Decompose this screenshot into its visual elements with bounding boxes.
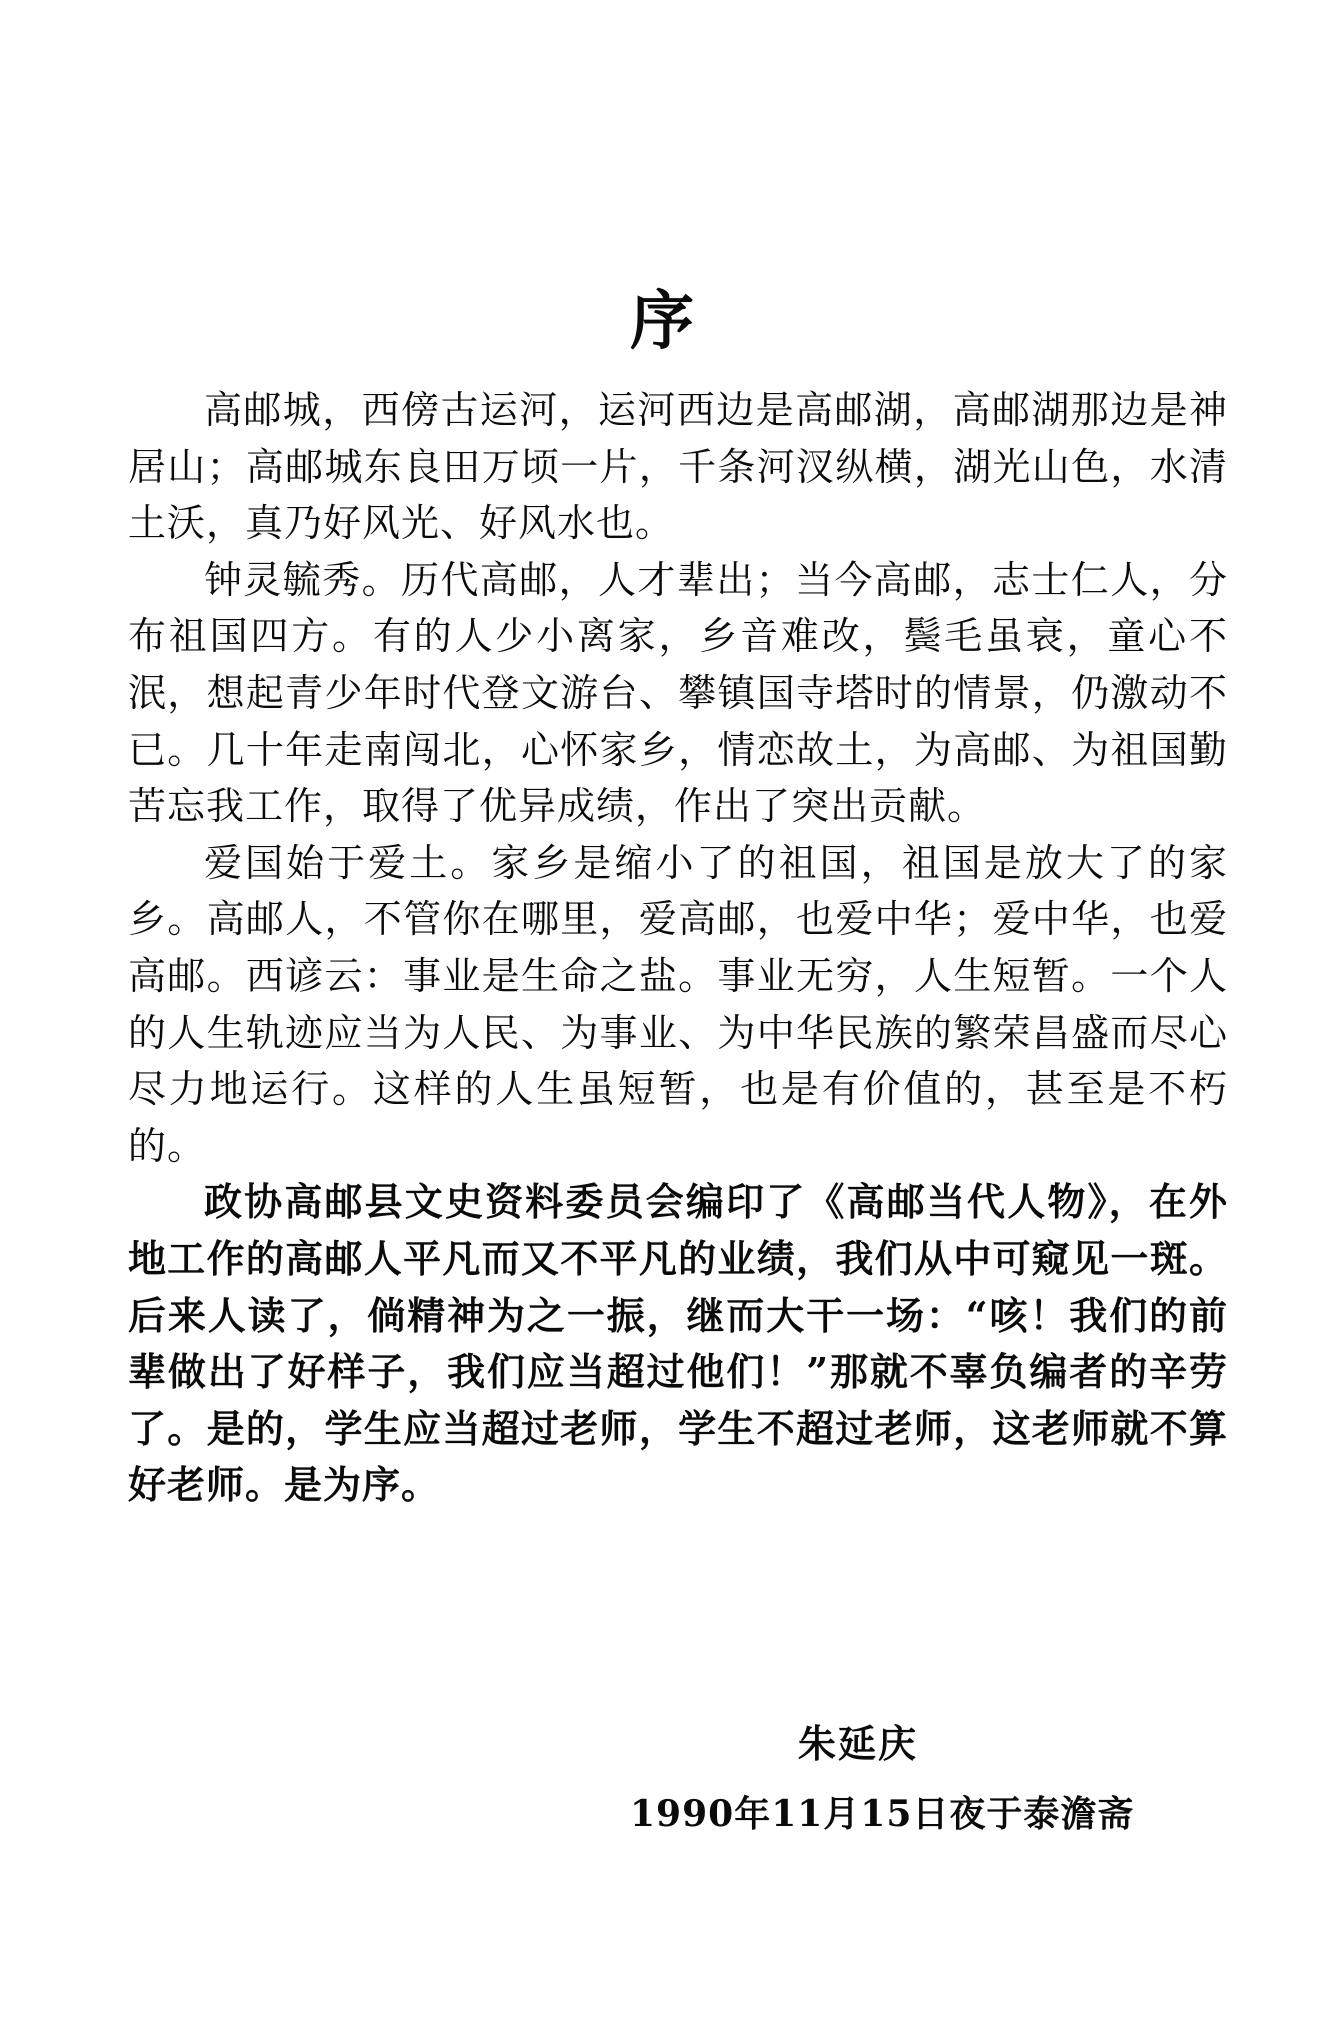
- signature-author: 朱延庆: [798, 1721, 919, 1766]
- page-title: 序: [630, 284, 696, 359]
- paragraph-1: 高邮城，西傍古运河，运河西边是高邮湖，高邮湖那边是神居山；高邮城东良田万顷一片，千条河汊纵横，湖光山色，水清土沃，真乃好风光、好风水也。: [128, 388, 1228, 546]
- paragraph-2: 钟灵毓秀。历代高邮，人才辈出；当今高邮，志士仁人，分布祖国四方。有的人少小离家，乡音难改，鬓毛虽衰，童心不泯，想起青少年时代登文游台、攀镇国寺塔时的情景，仍激动不已。几十年走南闯北，心怀家乡，情恋故土，为高邮、为祖国勤苦忘我工作，取得了优异成绩，作出了突出贡献。: [128, 557, 1228, 829]
- signature-date-place: 1990年11月15日夜于泰澹斋: [630, 1793, 1135, 1835]
- paragraph-4: 政协高邮县文史资料委员会编印了《高邮当代人物》，在外地工作的高邮人平凡而又不平凡的业绩，我们从中可窥见一斑。后来人读了，倘精神为之一振，继而大干一场：“咳！我们的前辈做出了好样子，我们应当超过他们！”那就不辜负编者的辛劳了。是的，学生应当超过老师，学生不超过老师，这老师就不算好老师。是为序。: [128, 1179, 1228, 1508]
- paragraph-3: 爱国始于爱土。家乡是缩小了的祖国，祖国是放大了的家乡。高邮人，不管你在哪里，爱高邮，也爱中华；爱中华，也爱高邮。西谚云：事业是生命之盐。事业无穷，人生短暂。一个人的人生轨迹应当为人民、为事业、为中华民族的繁荣昌盛而尽心尽力地运行。这样的人生虽短暂，也是有价值的，甚至是不朽的。: [128, 840, 1228, 1168]
- preface-body: [128, 382, 1228, 1514]
